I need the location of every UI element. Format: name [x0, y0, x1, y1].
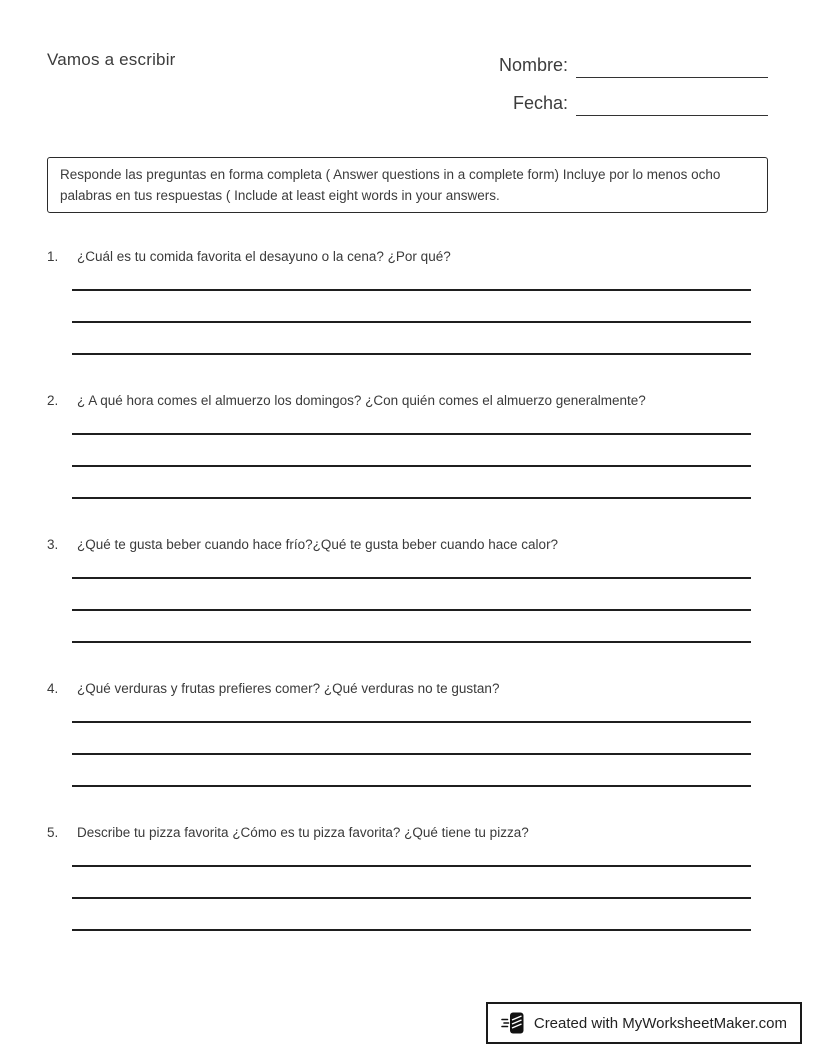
question-number: 4.: [47, 681, 59, 696]
name-label: Nombre:: [498, 55, 568, 75]
answer-lines: [72, 835, 751, 931]
date-label: Fecha:: [512, 93, 568, 113]
question-text: Describe tu pizza favorita ¿Cómo es tu pizza favorita? ¿Qué tiene tu pizza?: [77, 825, 529, 840]
question-number: 1.: [47, 249, 59, 264]
answer-line[interactable]: [72, 579, 751, 611]
instructions-box: [47, 157, 768, 213]
question-item: [47, 679, 768, 787]
question-text: ¿Qué te gusta beber cuando hace frío?¿Qué te gusta beber cuando hace calor?: [77, 537, 559, 552]
question-list: [47, 247, 768, 931]
question-text: ¿ A qué hora comes el almuerzo los domingos? ¿Con quién comes el almuerzo generalmente?: [77, 393, 646, 408]
date-field-row: [468, 78, 768, 116]
name-field-row: [468, 40, 768, 78]
answer-line[interactable]: [72, 323, 751, 355]
name-input-line[interactable]: [576, 54, 768, 78]
question-number: 5.: [47, 825, 59, 840]
question-item: [47, 823, 768, 931]
question-text-row: [47, 391, 768, 411]
question-item: [47, 535, 768, 643]
question-text: ¿Qué verduras y frutas prefieres comer? ¿Qué verduras no te gustan?: [77, 681, 500, 696]
instructions-text: Responde las preguntas en forma completa ( Answer questions in a complete form) Incluye por lo menos ocho palabras en tus respuestas ( Include at least eight words in your answers.: [60, 167, 721, 203]
date-input-line[interactable]: [576, 92, 768, 116]
question-text-row: [47, 535, 768, 555]
answer-line[interactable]: [72, 867, 751, 899]
answer-line[interactable]: [72, 467, 751, 499]
question-number: 2.: [47, 393, 59, 408]
answer-line[interactable]: [72, 611, 751, 643]
answer-lines: [72, 691, 751, 787]
footer-badge[interactable]: [486, 1002, 802, 1044]
question-text-row: [47, 679, 768, 699]
header-fields: [468, 40, 768, 116]
answer-line[interactable]: [72, 723, 751, 755]
footer-badge-text: Created with MyWorksheetMaker.com: [533, 1014, 787, 1032]
answer-lines: [72, 403, 751, 499]
worksheet-maker-logo-icon: [501, 1010, 525, 1036]
question-item: [47, 391, 768, 499]
page-title: Vamos a escribir: [47, 50, 176, 69]
answer-line[interactable]: [72, 755, 751, 787]
question-text-row: [47, 247, 768, 267]
question-number: 3.: [47, 537, 59, 552]
answer-lines: [72, 259, 751, 355]
answer-line[interactable]: [72, 291, 751, 323]
question-item: [47, 247, 768, 355]
question-text-row: [47, 823, 768, 843]
header: [47, 48, 768, 116]
answer-line[interactable]: [72, 899, 751, 931]
answer-lines: [72, 547, 751, 643]
answer-line[interactable]: [72, 435, 751, 467]
question-text: ¿Cuál es tu comida favorita el desayuno o la cena? ¿Por qué?: [77, 249, 451, 264]
